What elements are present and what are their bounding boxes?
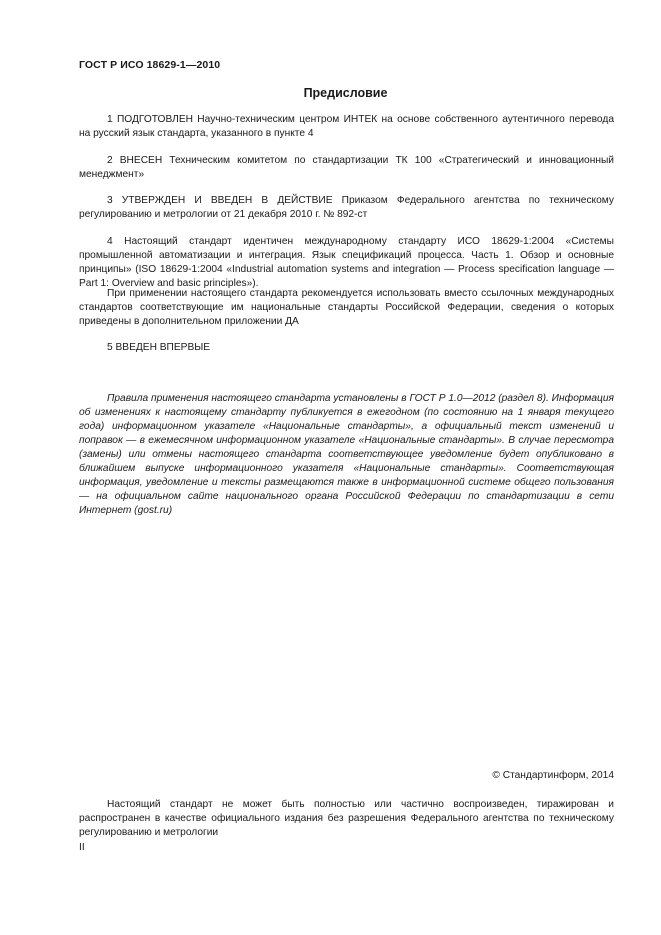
application-rules-notice: Правила применения настоящего стандарта установлены в ГОСТ Р 1.0—2012 (раздел 8). Информация об изменениях к настоящему стандарту публикуется в ежегодном (по состоянию на 1 января текущего года) информационном указателе «Национальные стандарты», а официальный текст изменений и поправок — в ежемесячном информационном указателе «Национальные стандарты». В случае пересмотра (замены) или отмены настоящего стандарта соответствующее уведомление будет опубликовано в ближайшем выпуске информационного указателя «Национальные стандарты». Соответствующая информация, уведомление и тексты размещаются также в информационной системе общего пользования — на официальном сайте национального органа Российской Федерации по стандартизации в сети Интернет (gost.ru) (79, 393, 614, 516)
paragraph-2-introduced: 2 ВНЕСЕН Техническим комитетом по стандартизации ТК 100 «Стратегический и инновационный менеджмент» (79, 155, 614, 180)
page-title: Предисловие (303, 86, 388, 100)
page-number: II (79, 842, 85, 853)
paragraph-4-identical: 4 Настоящий стандарт идентичен международному стандарту ИСО 18629-1:2004 «Системы промышленной автоматизации и интеграция. Язык спецификаций процесса. Часть 1. Обзор и основные принципы» (ISO 18629-1:2004 «Industrial automation systems and integration — Process specification language — Part 1: Overview and basic principles»). (79, 236, 614, 289)
copyright-line: © Стандартинформ, 2014 (492, 770, 614, 781)
paragraph-3-approved: 3 УТВЕРЖДЕН И ВВЕДЕН В ДЕЙСТВИЕ Приказом Федерального агентства по техническому регулированию и метрологии от 21 декабря 2010 г. № 892-ст (79, 195, 614, 220)
reproduction-notice: Настоящий стандарт не может быть полностью или частично воспроизведен, тиражирован и распространен в качестве официального издания без разрешения Федерального агентства по техническому регулированию и метрологии (79, 799, 614, 838)
document-code-header: ГОСТ Р ИСО 18629-1—2010 (79, 59, 221, 71)
paragraph-1-prepared: 1 ПОДГОТОВЛЕН Научно-техническим центром ИНТЕК на основе собственного аутентичного перевода на русский язык стандарта, указанного в пункте 4 (79, 114, 614, 139)
paragraph-4-references-note: При применении настоящего стандарта рекомендуется использовать вместо ссылочных международных стандартов соответствующие им национальные стандарты Российской Федерации, сведения о которых приведены в дополнительном приложении ДА (79, 288, 614, 327)
paragraph-5-first-introduced: 5 ВВЕДЕН ВПЕРВЫЕ (107, 342, 211, 353)
